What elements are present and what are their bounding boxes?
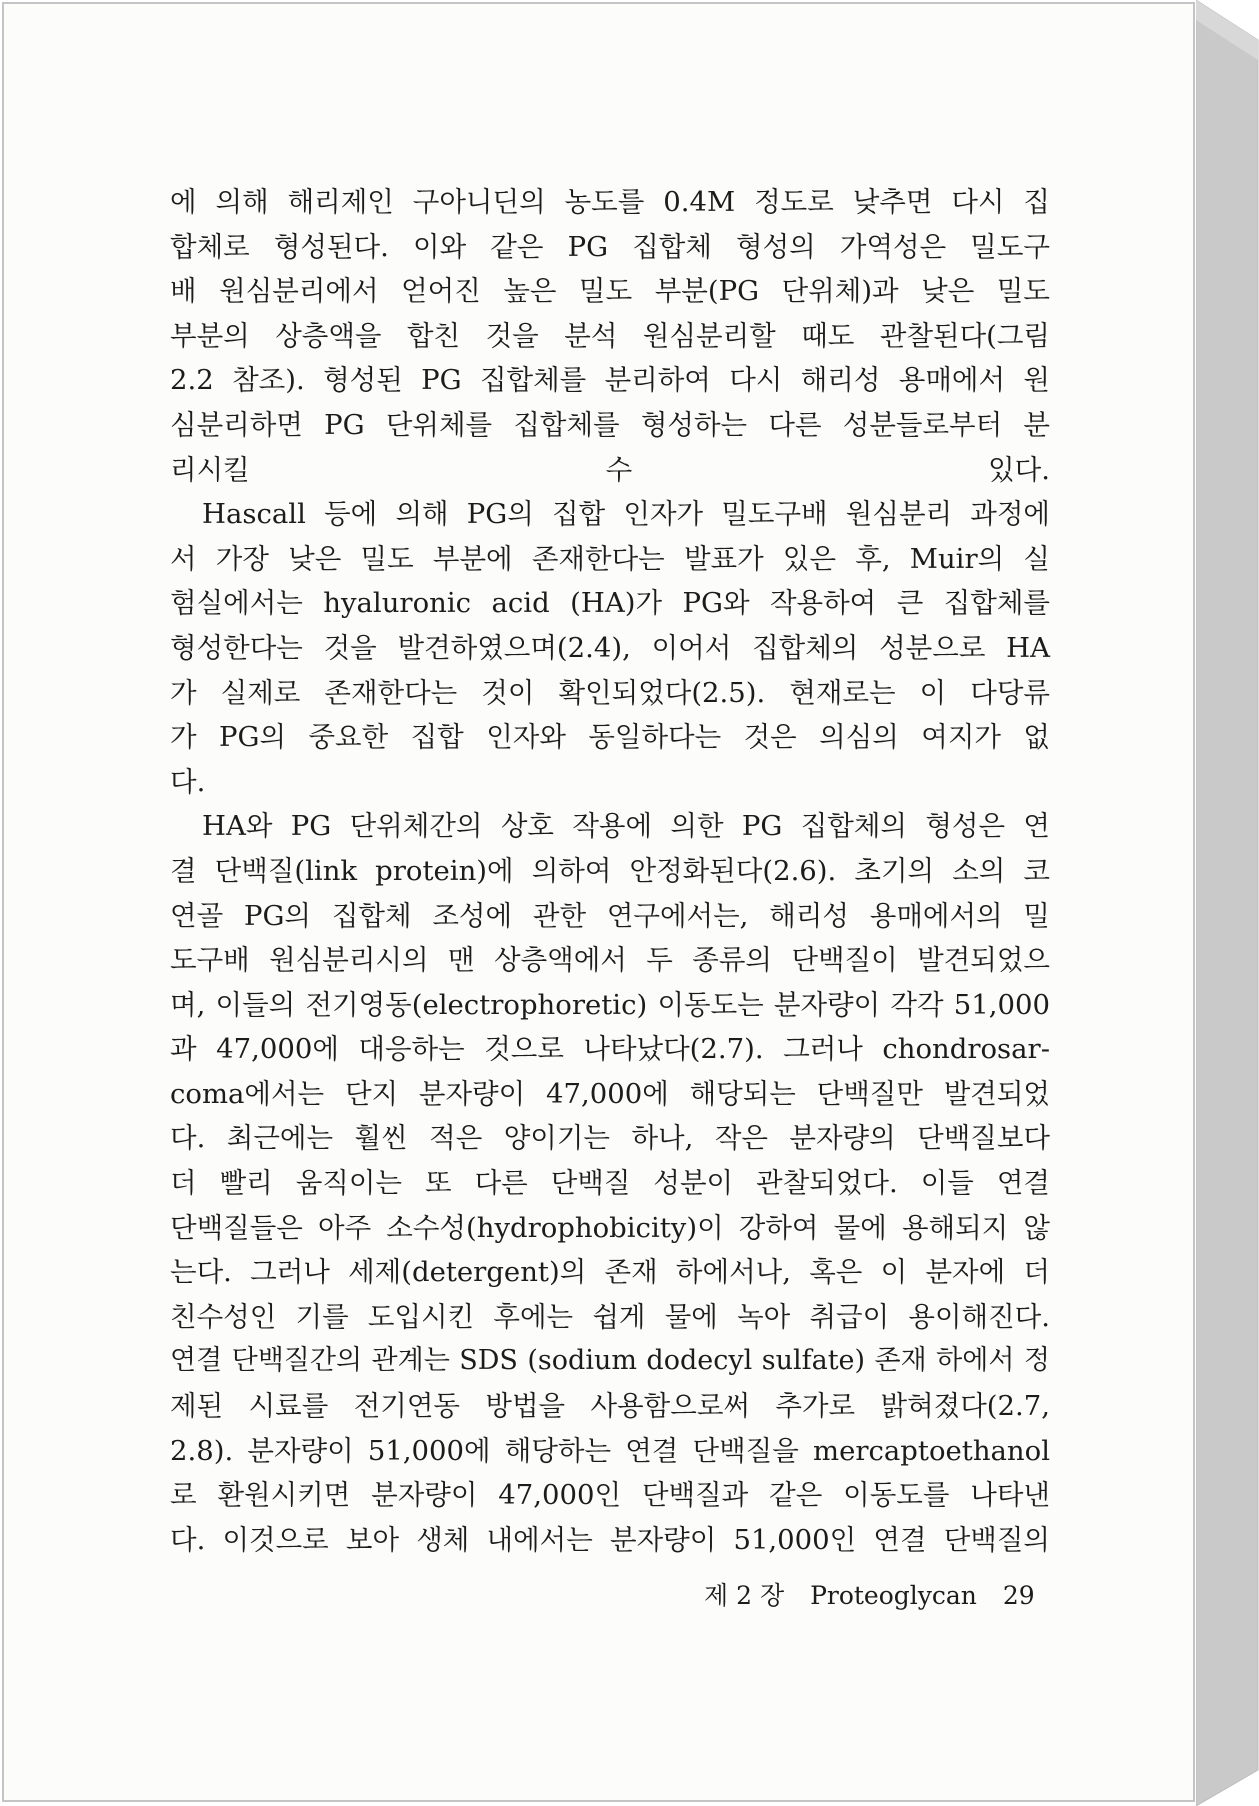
text-line: Hascall 등에 의해 PG의 집합 인자가 밀도구배 원심분리 과정에 [202, 498, 1050, 531]
text-line: 는다. 그러나 세제(detergent)의 존재 하에서나, 혹은 이 분자에 더 [170, 1256, 1050, 1289]
text-line: 연결 단백질간의 관계는 SDS (sodium dodecyl sulfate) 존재 하에서 정 [170, 1345, 1050, 1377]
text-line: 도구배 원심분리시의 맨 상층액에서 두 종류의 단백질이 발견되었으 [170, 944, 1050, 977]
paragraph-1 [170, 180, 1050, 492]
text-line: 다. 최근에는 훨씬 적은 양이기는 하나, 작은 분자량의 단백질보다 [170, 1122, 1050, 1155]
text-line: 며, 이들의 전기영동(electrophoretic) 이동도는 분자량이 각각 51,000 [170, 988, 1050, 1021]
body-text [170, 180, 1050, 1562]
text-line: 연골 PG의 집합체 조성에 관한 연구에서는, 해리성 용매에서의 밀 [170, 899, 1050, 932]
text-line: 심분리하면 PG 단위체를 집합체를 형성하는 다른 성분들로부터 분 [170, 408, 1050, 441]
text-line: 2.8). 분자량이 51,000에 해당하는 연결 단백질을 mercaptoethanol [170, 1434, 1050, 1467]
text-line: 형성한다는 것을 발견하였으며(2.4), 이어서 집합체의 성분으로 HA [170, 631, 1050, 664]
text-line: 리시킬 수 있다. [170, 453, 1050, 486]
running-title: Proteoglycan [810, 1581, 977, 1610]
book-page [2, 2, 1195, 1802]
text-line: 다. 이것으로 보아 생체 내에서는 분자량이 51,000인 연결 단백질의 [170, 1523, 1050, 1556]
book-edge-graphic [1196, 0, 1259, 1806]
page-footer [704, 1576, 1035, 1612]
chapter-label: 제 2 장 [704, 1581, 785, 1610]
paragraph-2 [170, 492, 1050, 804]
text-line: 부분의 상층액을 합친 것을 분석 원심분리할 때도 관찰된다(그림 [170, 319, 1050, 352]
text-line: 서 가장 낮은 밀도 부분에 존재한다는 발표가 있은 후, Muir의 실 [170, 542, 1050, 575]
text-line: 배 원심분리에서 얻어진 높은 밀도 부분(PG 단위체)과 낮은 밀도 [170, 275, 1050, 308]
text-line: 에 의해 해리제인 구아니딘의 농도를 0.4M 정도로 낮추면 다시 집 [170, 186, 1050, 218]
page-number: 29 [1002, 1581, 1035, 1610]
text-line: 단백질들은 아주 소수성(hydrophobicity)이 강하여 물에 용해되지 않 [170, 1211, 1050, 1244]
text-line: 다. [170, 765, 206, 798]
text-line: HA와 PG 단위체간의 상호 작용에 의한 PG 집합체의 형성은 연 [202, 810, 1050, 843]
text-line: 제된 시료를 전기연동 방법을 사용함으로써 추가로 밝혀졌다(2.7, [170, 1390, 1050, 1423]
text-line: 과 47,000에 대응하는 것으로 나타났다(2.7). 그러나 chondrosar- [170, 1033, 1050, 1066]
text-line: 로 환원시키면 분자량이 47,000인 단백질과 같은 이동도를 나타낸 [170, 1479, 1050, 1512]
text-line: 친수성인 기를 도입시킨 후에는 쉽게 물에 녹아 취급이 용이해진다. [170, 1300, 1050, 1333]
text-line: 결 단백질(link protein)에 의하여 안정화된다(2.6). 초기의 소의 코 [170, 854, 1050, 887]
text-line: coma에서는 단지 분자량이 47,000에 해당되는 단백질만 발견되었 [170, 1077, 1050, 1110]
text-line: 가 PG의 중요한 집합 인자와 동일하다는 것은 의심의 여지가 없 [170, 721, 1050, 754]
book-spine-edge [1196, 0, 1259, 1806]
text-line: 가 실제로 존재한다는 것이 확인되었다(2.5). 현재로는 이 다당류 [170, 676, 1050, 709]
text-line: 험실에서는 hyaluronic acid (HA)가 PG와 작용하여 큰 집합체를 [170, 587, 1050, 620]
text-line: 2.2 참조). 형성된 PG 집합체를 분리하여 다시 해리성 용매에서 원 [170, 364, 1050, 397]
text-line: 더 빨리 움직이는 또 다른 단백질 성분이 관찰되었다. 이들 연결 [170, 1167, 1050, 1200]
paragraph-3 [170, 804, 1050, 1562]
text-line: 합체로 형성된다. 이와 같은 PG 집합체 형성의 가역성은 밀도구 [170, 230, 1050, 263]
